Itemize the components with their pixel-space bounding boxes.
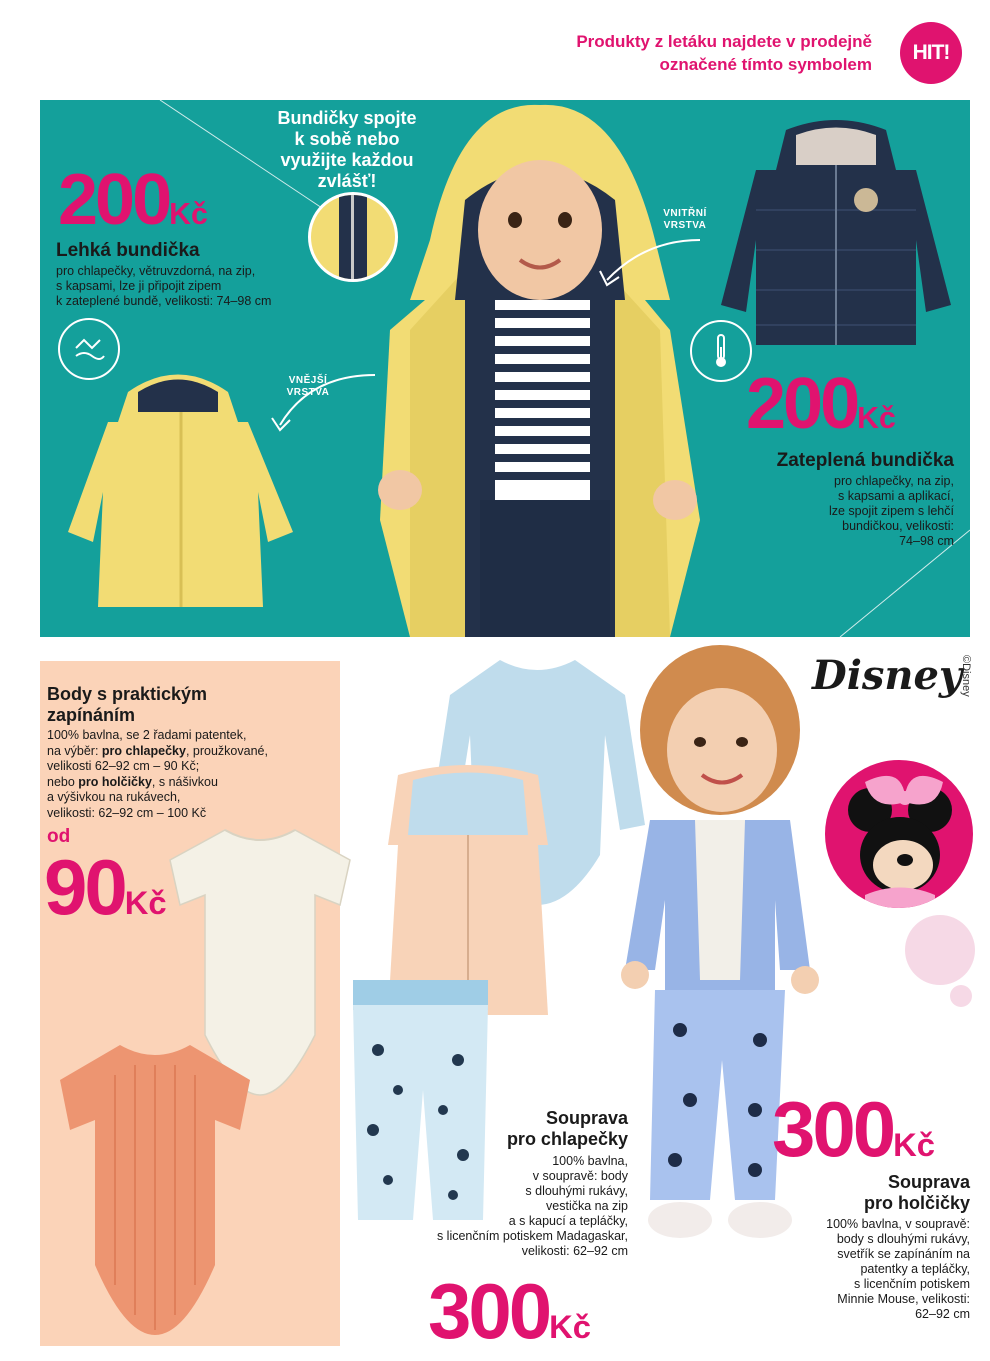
boys-set-desc-line: vestička na zip xyxy=(546,1199,628,1213)
bodysuits-desc-boys: pro chlapečky xyxy=(101,743,186,758)
girls-set-desc-line: 62–92 cm xyxy=(915,1307,970,1321)
girls-set-desc-line: svetřík se zapínáním na xyxy=(837,1247,970,1261)
light-jacket-currency: Kč xyxy=(169,198,208,231)
bodysuits-desc-line: 100% bavlna, se 2 řadami patentek, xyxy=(47,728,247,742)
bodysuits-desc-line xyxy=(47,775,268,791)
light-jacket-desc-line: s kapsami, lze ji připojit zipem xyxy=(56,279,222,293)
bodysuits-desc-text: nebo xyxy=(47,774,79,789)
callout-line: zvlášť! xyxy=(317,171,377,191)
jackets-section xyxy=(40,100,970,637)
outer-layer-label-line: VRSTVA xyxy=(286,387,330,398)
warm-jacket-desc-line: bundičkou, velikosti: xyxy=(842,519,954,533)
warm-jacket-desc-line: s kapsami a aplikací, xyxy=(837,489,954,503)
boys-set-desc-line: 100% bavlna, xyxy=(552,1154,628,1168)
zip-detail-photo xyxy=(308,192,398,282)
navy-jacket-photo xyxy=(706,120,966,352)
decor-bubble xyxy=(905,915,975,985)
wind-icon xyxy=(58,318,120,380)
boys-set-desc-line: a s kapucí a tepláčky, xyxy=(508,1214,628,1228)
bodysuits-price-prefix: od xyxy=(47,826,71,847)
light-jacket-desc-line: k zateplené bundě, velikosti: 74–98 cm xyxy=(56,294,272,308)
girls-set-currency: Kč xyxy=(893,1126,936,1163)
boys-set-desc-line: s licenčním potiskem Madagaskar, xyxy=(436,1229,628,1243)
girls-set-title xyxy=(864,1172,970,1214)
bodysuits-desc-girls: pro holčičky xyxy=(78,774,152,789)
bodysuits-desc xyxy=(47,728,268,821)
girls-set-title-line: Souprava xyxy=(887,1172,970,1192)
warm-jacket-desc-line: 74–98 cm xyxy=(899,534,954,548)
disney-copyright: ©Disney xyxy=(960,655,972,697)
warm-jacket-currency: Kč xyxy=(857,402,896,435)
hit-badge: HIT! xyxy=(900,22,962,84)
callout-line: k sobě nebo xyxy=(294,129,400,149)
boys-set-price xyxy=(428,1267,592,1355)
boys-set-title-line: Souprava xyxy=(545,1108,628,1128)
warm-jacket-price xyxy=(746,364,896,444)
boys-set-title-line: pro chlapečky xyxy=(506,1129,628,1149)
hit-note xyxy=(576,30,872,76)
light-jacket-price-value: 200 xyxy=(58,160,170,240)
girls-set-desc-line: 100% bavlna, v soupravě: xyxy=(826,1217,970,1231)
boys-set-desc-line: v soupravě: body xyxy=(532,1169,628,1183)
minnie-mouse-badge xyxy=(825,760,973,908)
bodysuits-title xyxy=(47,684,207,726)
warm-jacket-desc-line: lze spojit zipem s lehčí xyxy=(828,504,954,518)
warm-jacket-desc xyxy=(829,474,954,549)
girl-in-minnie-set-photo xyxy=(610,640,830,1300)
inner-layer-label xyxy=(652,208,718,232)
combine-callout xyxy=(262,108,432,192)
outer-layer-label xyxy=(278,375,338,399)
girls-set-desc xyxy=(826,1217,970,1322)
bodysuits-title-line: Body s praktickým xyxy=(47,684,208,704)
decor-bubble xyxy=(950,985,972,1007)
warm-jacket-title: Zateplená bundička xyxy=(776,450,954,471)
bodysuits-desc-text: , s nášivkou xyxy=(151,774,218,789)
boys-set-desc xyxy=(437,1154,628,1259)
callout-line: využijte každou xyxy=(280,150,414,170)
bodysuits-price xyxy=(44,843,167,931)
boys-set-currency: Kč xyxy=(549,1308,592,1345)
inner-layer-label-line: VRSTVA xyxy=(663,220,707,231)
girls-set-title-line: pro holčičky xyxy=(863,1193,970,1213)
girls-set-desc-line: patentky a tepláčky, xyxy=(860,1262,970,1276)
minnie-mouse-icon xyxy=(825,760,973,908)
boys-set-price-value: 300 xyxy=(428,1267,550,1355)
bodysuits-currency: Kč xyxy=(124,884,167,921)
bodysuits-desc-text: na výběr: xyxy=(47,743,102,758)
light-jacket-desc xyxy=(56,264,271,309)
bodysuits-desc-text: , proužkované, xyxy=(185,743,268,758)
light-jacket-price xyxy=(58,160,208,240)
outer-layer-label-line: VNĚJŠÍ xyxy=(288,375,328,386)
bodysuits-desc-line xyxy=(47,744,268,760)
bodysuits-desc-line: a výšivkou na rukávech, xyxy=(47,790,181,804)
callout-line: Bundičky spojte xyxy=(277,108,417,128)
orange-bodysuit-photo xyxy=(45,1035,265,1340)
warm-jacket-desc-line: pro chlapečky, na zip, xyxy=(834,474,954,488)
bodysuits-desc-line: velikosti: 62–92 cm – 100 Kč xyxy=(47,805,207,820)
boys-set-desc-line: velikosti: 62–92 cm xyxy=(521,1244,628,1258)
bodysuits-desc-line: velikosti 62–92 cm – 90 Kč; xyxy=(47,759,200,773)
girls-set-price-value: 300 xyxy=(772,1085,894,1173)
warm-jacket-price-value: 200 xyxy=(746,364,858,444)
boys-set-desc-line: s dlouhými rukávy, xyxy=(525,1184,628,1198)
hit-note-line2: označené tímto symbolem xyxy=(659,55,872,74)
hit-note-line1: Produkty z letáku najdete v prodejně xyxy=(576,32,872,51)
girls-set-price xyxy=(772,1085,936,1173)
light-jacket-title: Lehká bundička xyxy=(56,240,200,261)
girls-set-desc-line: Minnie Mouse, velikosti: xyxy=(837,1292,970,1306)
inner-layer-arrow-icon xyxy=(595,235,705,295)
light-jacket-desc-line: pro chlapečky, větruvzdorná, na zip, xyxy=(56,264,256,278)
bodysuits-price-value: 90 xyxy=(44,843,125,931)
girls-set-desc-line: s licenčním potiskem xyxy=(853,1277,970,1291)
thermometer-icon xyxy=(690,320,752,382)
bodysuits-title-line: zapínáním xyxy=(47,705,136,725)
inner-layer-label-line: VNITŘNÍ xyxy=(663,208,707,219)
girls-set-desc-line: body s dlouhými rukávy, xyxy=(836,1232,970,1246)
disney-logo: Disney xyxy=(812,652,963,699)
